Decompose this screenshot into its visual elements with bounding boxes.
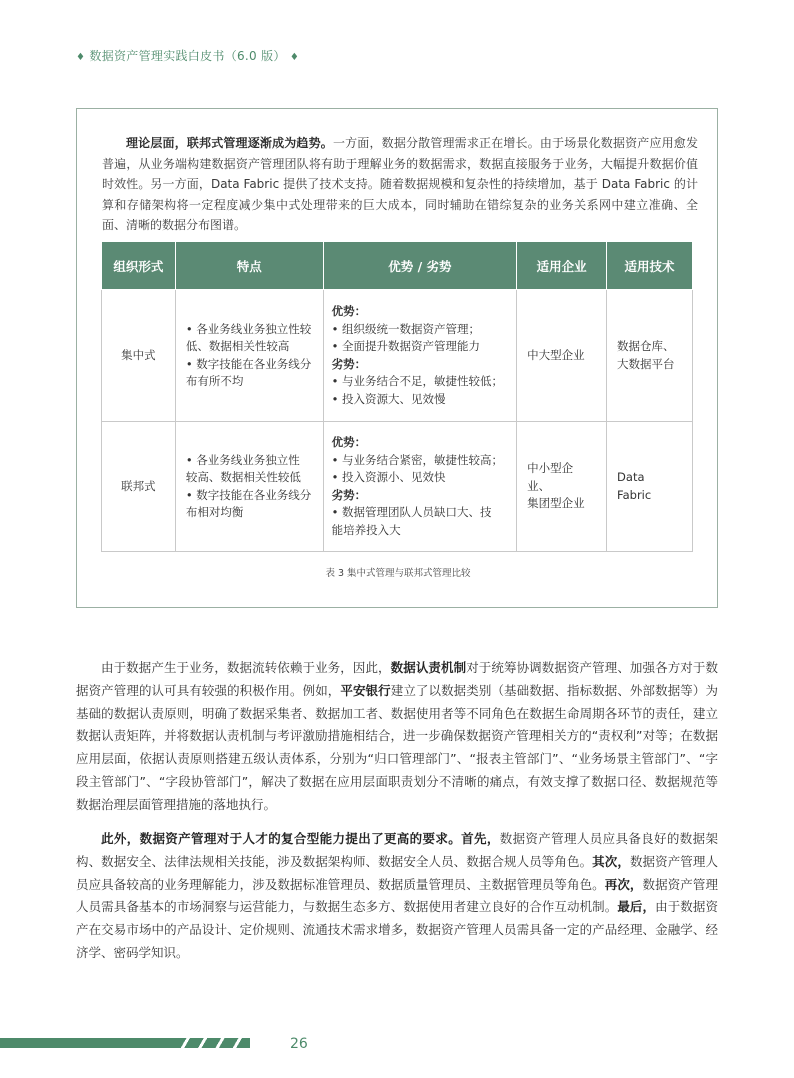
feature-line: 低、数据相关性较高 bbox=[185, 339, 290, 353]
table-header-cell: 适用企业 bbox=[517, 242, 607, 290]
pros-cons-cell bbox=[323, 290, 517, 422]
table-header-cell: 适用技术 bbox=[607, 242, 693, 290]
feature-line: 较高、数据相关性较低 bbox=[185, 470, 301, 484]
para-bold: 再次， bbox=[604, 876, 643, 892]
enterprise-cell bbox=[517, 422, 607, 552]
technology-cell bbox=[607, 422, 693, 552]
table-header-cell: 特点 bbox=[175, 242, 323, 290]
para-text: 数据资产管理人员应具备良好的数据架构、数据安全、法律法规相关技能，涉及数据架构师、数据安全人员、数据合规人员等角色。 bbox=[76, 831, 718, 869]
para-bold: 最后， bbox=[617, 899, 656, 915]
footer-solid-bar bbox=[0, 1038, 180, 1048]
enterprise-line: 集团型企业 bbox=[527, 496, 585, 511]
feature-cell bbox=[175, 290, 323, 422]
box-paragraph bbox=[102, 133, 698, 236]
para-text: 数据资产管理人员需具备基本的市场洞察与运营能力，与数据生态多方、数据使用者建立良好的合作互动机制。 bbox=[76, 876, 718, 915]
header-title: 数据资产管理实践白皮书（6.0 版） bbox=[89, 49, 286, 63]
org-form-cell: 集中式 bbox=[102, 290, 176, 422]
feature-line: 布相对均衡 bbox=[185, 505, 244, 519]
cons-line: • 与业务结合不足，敏捷性较低； bbox=[331, 374, 504, 388]
para-bold: 此外，数据资产管理对于人才的复合型能力提出了更高的要求。首先， bbox=[101, 831, 500, 846]
pros-line: • 与业务结合紧密，敏捷性较高； bbox=[331, 452, 504, 467]
feature-line: • 数字技能在各业务线分 bbox=[185, 356, 312, 371]
tech-line: 数据仓库、 bbox=[617, 339, 675, 353]
feature-line: • 数字技能在各业务线分 bbox=[185, 487, 312, 502]
cons-label: 劣势： bbox=[331, 356, 367, 371]
enterprise-cell: 中大型企业 bbox=[517, 290, 607, 422]
para-bold: 平安银行 bbox=[340, 682, 391, 698]
pros-line: • 投入资源小、见效快 bbox=[331, 470, 446, 484]
pros-label: 优势： bbox=[331, 304, 367, 318]
pros-cons-cell bbox=[323, 422, 517, 552]
pros-line: • 全面提升数据资产管理能力 bbox=[331, 339, 481, 353]
diamond-icon: ♦ bbox=[76, 52, 86, 63]
body-paragraph-2 bbox=[76, 828, 718, 965]
table-row bbox=[102, 422, 693, 552]
page-number: 26 bbox=[290, 1036, 308, 1052]
cons-line: • 数据管理团队人员缺口大、技 bbox=[331, 505, 492, 519]
tech-line: Data Fabric bbox=[617, 470, 652, 502]
pros-line: • 组织级统一数据资产管理； bbox=[331, 321, 481, 336]
para-text: 由于数据产生于业务，数据流转依赖于业务，因此， bbox=[101, 660, 391, 675]
cons-line: 能培养投入大 bbox=[331, 522, 401, 537]
tech-line: 大数据平台 bbox=[617, 356, 675, 371]
para-bold: 数据认责机制 bbox=[390, 660, 467, 675]
para-text: 数据资产管理人员应具备较高的业务理解能力，涉及数据标准管理员、数据质量管理员、主数据管理员等角色。 bbox=[76, 853, 718, 892]
cons-line: • 投入资源大、见效慢 bbox=[331, 391, 446, 406]
feature-line: 布有所不均 bbox=[185, 374, 244, 388]
box-para-body: 一方面，数据分散管理需求正在增长。由于场景化数据资产应用愈发普遍，从业务端构建数据资产管理团队将有助于理解业务的数据需求，数据直接服务于业务，大幅提升数据价值时效性。另一方面，Data Fabric 提供了技术支持。随着数据规模和复杂性的持续增加，基于 Data Fabric 的计算和存储架构将一定程度减少集中式处理带来的巨大成本，同时辅助在错综复杂的业务关系网中建立准确、全面、清晰的数据分布图谱。 bbox=[102, 136, 698, 232]
table-header-row bbox=[102, 242, 693, 290]
table-row bbox=[102, 290, 693, 422]
para-bold: 其次， bbox=[592, 853, 630, 869]
box-para-lead: 理论层面，联邦式管理逐渐成为趋势。 bbox=[126, 136, 333, 150]
technology-cell bbox=[607, 290, 693, 422]
org-form-cell: 联邦式 bbox=[102, 422, 176, 552]
para-text: 建立了以数据类别（基础数据、指标数据、外部数据等）为基础的数据认责原则，明确了数据采集者、数据加工者、数据使用者等不同角色在数据生命周期各环节的责任，建立数据认责矩阵，并将数据认责机制与考评激励措施相结合，进一步确保数据资产管理相关方的“责权利”对等；在数据应用层面，依据认责原则搭建五级认责体系，分别为“归口管理部门”、“报表主管部门”、“业务场景主管部门”、“字段主管部门”、“字段协管部门”，解决了数据在应用层面职责划分不清晰的痛点，有效支撑了数据口径、数据规范等数据治理层面管理措施的落地执行。 bbox=[76, 682, 718, 812]
feature-cell bbox=[175, 422, 323, 552]
cons-label: 劣势： bbox=[331, 487, 367, 502]
page-header bbox=[76, 47, 299, 64]
feature-line: • 各业务线业务独立性 bbox=[185, 452, 300, 467]
diamond-icon: ♦ bbox=[289, 52, 300, 63]
body-paragraph-1 bbox=[76, 657, 718, 817]
comparison-table bbox=[101, 241, 693, 552]
pros-label: 优势： bbox=[331, 435, 367, 449]
table-header-cell: 组织形式 bbox=[102, 242, 176, 290]
table-header-cell: 优势 / 劣势 bbox=[323, 242, 517, 290]
para-text: 由于数据资产在交易市场中的产品设计、定价规则、流通技术需求增多，数据资产管理人员需具备一定的产品经理、金融学、经济学、密码学知识。 bbox=[76, 899, 718, 960]
enterprise-line: 中小型企业、 bbox=[527, 461, 574, 493]
table-caption: 表 3 集中式管理与联邦式管理比较 bbox=[325, 568, 471, 579]
sidebar-box bbox=[76, 108, 718, 608]
para-text: 对于统筹协调数据资产管理、加强各方对于数据资产管理的认可具有较强的积极作用。例如， bbox=[76, 660, 718, 698]
feature-line: • 各业务线业务独立性较 bbox=[185, 321, 312, 336]
